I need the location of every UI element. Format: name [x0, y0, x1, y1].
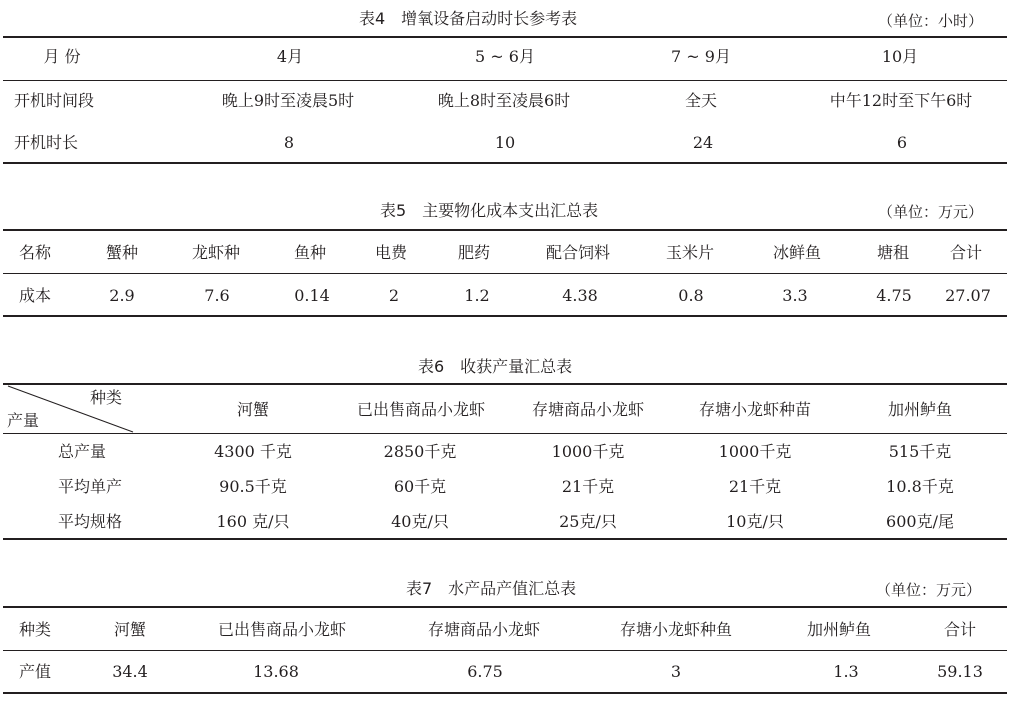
table5-cell: 27.07 — [945, 286, 991, 305]
table7-title: 表7 水产品产值汇总表 — [406, 579, 577, 598]
table7-header-cell: 存塘小龙虾种鱼 — [619, 620, 733, 639]
table5-unit: （单位：万元） — [878, 203, 984, 221]
table5-header-cell: 龙虾种 — [191, 243, 241, 262]
table6-cell: 21千克 — [561, 477, 615, 496]
table6-corner-top: 种类 — [90, 388, 123, 407]
table7-header-cell: 种类 — [18, 620, 52, 639]
table5-header-cell: 电费 — [374, 243, 408, 262]
table5-header-cell: 塘租 — [876, 243, 910, 262]
table4-cell: 8 — [283, 133, 295, 152]
table7-cell: 3 — [670, 662, 682, 681]
table6-row-label: 平均规格 — [57, 512, 123, 531]
table6-row-label: 平均单产 — [57, 477, 123, 496]
table5-cell: 2 — [388, 286, 400, 305]
table6-cell: 60千克 — [393, 477, 447, 496]
table6-top-rule — [3, 383, 1007, 385]
table7-cell: 34.4 — [112, 662, 148, 681]
table5-cell: 3.3 — [782, 286, 808, 305]
table5-header-cell: 合计 — [949, 243, 983, 262]
table4-title: 表4 增氧设备启动时长参考表 — [359, 9, 578, 28]
table6-cell: 10克/只 — [726, 512, 784, 531]
table6-header-cell: 已出售商品小龙虾 — [356, 400, 486, 419]
table7-row-label: 产值 — [18, 662, 52, 681]
table6-title: 表6 收获产量汇总表 — [418, 357, 573, 376]
table5-top-rule — [3, 229, 1007, 231]
table4-row-label: 开机时长 — [14, 133, 79, 152]
table6-bottom-rule — [3, 538, 1007, 540]
table7-cell: 6.75 — [467, 662, 503, 681]
table6-header-rule — [3, 433, 1007, 434]
table4-cell: 6 — [896, 133, 908, 152]
table6-header-cell: 加州鲈鱼 — [887, 400, 953, 419]
table5-header-cell: 蟹种 — [105, 243, 139, 262]
table6-cell: 21千克 — [728, 477, 782, 496]
table4-cell: 全天 — [684, 91, 718, 110]
table5-cell: 4.38 — [562, 286, 598, 305]
table4-unit: （单位：小时） — [878, 12, 984, 30]
table4-header-cell: 4月 — [276, 47, 304, 66]
table7-header-cell: 河蟹 — [113, 620, 147, 639]
table7-header-cell: 加州鲈鱼 — [806, 620, 872, 639]
table5-row-label: 成本 — [18, 286, 52, 305]
table4-top-rule — [3, 36, 1007, 38]
table5-cell: 0.14 — [294, 286, 330, 305]
table6-header-cell: 河蟹 — [236, 400, 270, 419]
table4-cell: 24 — [692, 133, 714, 152]
table7-header-cell: 已出售商品小龙虾 — [217, 620, 347, 639]
table7-unit: （单位：万元） — [876, 581, 982, 599]
table6-cell: 10.8千克 — [886, 477, 954, 496]
table5-cell: 0.8 — [678, 286, 704, 305]
table5-header-cell: 冰鲜鱼 — [772, 243, 822, 262]
table7-cell: 13.68 — [253, 662, 299, 681]
table4-header-cell: 月 份 — [43, 47, 81, 66]
table6-cell: 25克/只 — [559, 512, 617, 531]
table4-bottom-rule — [3, 162, 1007, 164]
table6-header-cell: 存塘小龙虾种苗 — [698, 400, 812, 419]
table7-header-rule — [3, 650, 1007, 651]
table6-cell: 40克/只 — [391, 512, 449, 531]
table7-cell: 59.13 — [937, 662, 983, 681]
table4-header-cell: 7 ~ 9月 — [671, 47, 731, 66]
table5-header-cell: 鱼种 — [293, 243, 327, 262]
table6-cell: 4300 千克 — [214, 442, 292, 461]
table5-header-cell: 肥药 — [457, 243, 491, 262]
table4-row-label: 开机时间段 — [14, 91, 95, 110]
table5-cell: 4.75 — [876, 286, 912, 305]
table6-cell: 160 克/只 — [216, 512, 290, 531]
table5-cell: 1.2 — [464, 286, 490, 305]
table7-top-rule — [3, 606, 1007, 608]
table7-header-cell: 合计 — [943, 620, 977, 639]
table4-cell: 中午12时至下午6时 — [829, 91, 973, 110]
table5-header-rule — [3, 273, 1007, 274]
table6-cell: 1000千克 — [551, 442, 625, 461]
table6-header-cell: 存塘商品小龙虾 — [531, 400, 645, 419]
table5-cell: 2.9 — [109, 286, 135, 305]
table4-cell: 晚上8时至凌晨6时 — [437, 91, 571, 110]
table4-header-cell: 5 ~ 6月 — [475, 47, 535, 66]
table4-header-cell: 10月 — [881, 47, 919, 66]
table5-cell: 7.6 — [204, 286, 230, 305]
table7-cell: 1.3 — [833, 662, 859, 681]
table5-header-cell: 名称 — [18, 243, 52, 262]
table6-cell: 2850千克 — [383, 442, 457, 461]
table7-header-cell: 存塘商品小龙虾 — [427, 620, 541, 639]
table4-cell: 晚上9时至凌晨5时 — [221, 91, 355, 110]
table4-cell: 10 — [494, 133, 516, 152]
table6-cell: 515千克 — [888, 442, 952, 461]
table6-cell: 90.5千克 — [219, 477, 287, 496]
table5-bottom-rule — [3, 315, 1007, 317]
table4-header-rule — [3, 80, 1007, 81]
table6-corner-bottom: 产量 — [7, 411, 40, 430]
table5-header-cell: 玉米片 — [665, 243, 715, 262]
table7-bottom-rule — [3, 692, 1007, 694]
table5-header-cell: 配合饲料 — [545, 243, 611, 262]
table5-title: 表5 主要物化成本支出汇总表 — [380, 201, 599, 220]
table6-cell: 1000千克 — [718, 442, 792, 461]
table6-row-label: 总产量 — [57, 442, 107, 461]
table6-cell: 600克/尾 — [886, 512, 954, 531]
